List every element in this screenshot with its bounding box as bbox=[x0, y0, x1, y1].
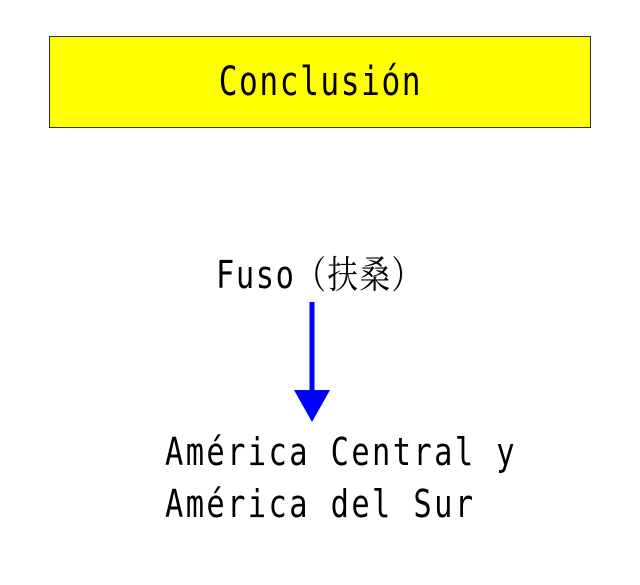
conclusion-title: Conclusión bbox=[218, 59, 422, 105]
conclusion-title-box bbox=[49, 36, 591, 128]
destination-line-1: América Central y bbox=[165, 430, 517, 474]
arrow-head bbox=[294, 390, 330, 422]
destination-line-2: América del Sur bbox=[165, 482, 476, 526]
down-arrow-icon bbox=[292, 302, 332, 424]
source-text: Fuso（扶桑） bbox=[216, 253, 424, 297]
source-label bbox=[0, 244, 640, 299]
destination-label bbox=[165, 426, 517, 530]
